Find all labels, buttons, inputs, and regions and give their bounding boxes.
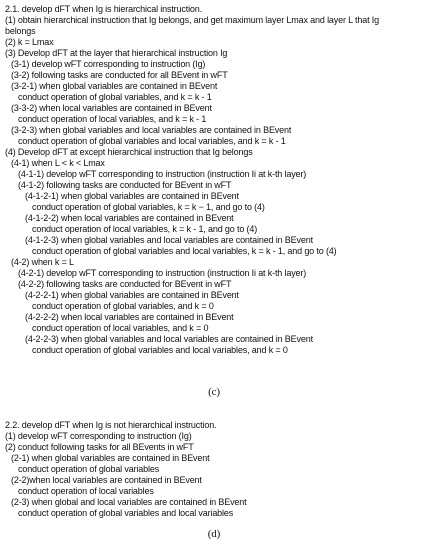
text-line: (2-1) when global variables are contained in BEvent bbox=[11, 453, 210, 463]
text-line: (4) Develop dFT at except hierarchical instruction that Ig belongs bbox=[5, 147, 253, 157]
text-line: (4-2) when k = L bbox=[11, 257, 74, 267]
text-line: conduct operation of local variables, and k = 0 bbox=[32, 323, 209, 333]
text-line: conduct operation of global variables bbox=[18, 464, 160, 474]
text-line: (3) Develop dFT at the layer that hierarchical instruction Ig bbox=[5, 48, 228, 58]
text-line: (4-1-1) develop wFT corresponding to instruction (instruction Ii at k-th layer) bbox=[18, 169, 307, 179]
text-line: conduct operation of global variables, and k = 0 bbox=[32, 301, 214, 311]
text-line: conduct operation of local variables bbox=[18, 486, 154, 496]
text-line: (4-1-2-2) when local variables are contained in BEvent bbox=[25, 213, 234, 223]
text-line: (4-2-2) following tasks are conducted for BEvent in wFT bbox=[18, 279, 232, 289]
text-line: conduct operation of global variables and local variables bbox=[18, 508, 234, 518]
text-line: belongs bbox=[5, 26, 36, 36]
text-line: conduct operation of global variables, and k = k - 1 bbox=[18, 92, 212, 102]
text-line: (3-2) following tasks are conducted for all BEvent in wFT bbox=[11, 70, 228, 80]
text-line: (2) conduct following tasks for all BEvents in wFT bbox=[5, 442, 194, 452]
text-line: (1) develop wFT corresponding to instruction (Ig) bbox=[5, 431, 192, 441]
text-line: (2-3) when global and local variables are contained in BEvent bbox=[11, 497, 247, 507]
text-line: conduct operation of local variables, k = k - 1, and go to (4) bbox=[32, 224, 258, 234]
text-line: (3-2-1) when global variables are contained in BEvent bbox=[11, 81, 218, 91]
figure-caption-d: (d) bbox=[207, 528, 221, 540]
text-line: (4-1) when L < k < Lmax bbox=[11, 158, 105, 168]
text-line: (3-1) develop wFT corresponding to instruction (Ig) bbox=[11, 59, 206, 69]
text-line: (2-2)when local variables are contained in BEvent bbox=[11, 475, 202, 485]
text-line: conduct operation of global variables, k = k − 1, and go to (4) bbox=[32, 202, 265, 212]
text-line: (4-2-2-2) when local variables are contained in BEvent bbox=[25, 312, 234, 322]
text-line: conduct operation of global variables and local variables, and k = k - 1 bbox=[18, 136, 286, 146]
text-line: (4-1-2-1) when global variables are contained in BEvent bbox=[25, 191, 239, 201]
text-line: (4-1-2-3) when global variables and local variables are contained in BEvent bbox=[25, 235, 313, 245]
text-line: (4-2-2-3) when global variables and local variables are contained in BEvent bbox=[25, 334, 313, 344]
text-line: (1) obtain hierarchical instruction that Ig belongs, and get maximum layer Lmax and layer L that Ig bbox=[5, 15, 380, 25]
text-line: 2.1. develop dFT when Ig is hierarchical instruction. bbox=[5, 4, 202, 14]
text-line: (3-2-3) when global variables and local variables are contained in BEvent bbox=[11, 125, 292, 135]
text-line: 2.2. develop dFT when Ig is not hierarchical instruction. bbox=[5, 420, 217, 430]
text-line: (2) k = Lmax bbox=[5, 37, 54, 47]
text-line: (3-3-2) when local variables are contained in BEvent bbox=[11, 103, 212, 113]
text-line: conduct operation of global variables and local variables, and k = 0 bbox=[32, 345, 288, 355]
text-line: (4-1-2) following tasks are conducted for BEvent in wFT bbox=[18, 180, 232, 190]
text-line: (4-2-2-1) when global variables are contained in BEvent bbox=[25, 290, 239, 300]
figure-caption-c: (c) bbox=[208, 386, 220, 398]
text-line: (4-2-1) develop wFT corresponding to instruction (instruction Ii at k-th layer) bbox=[18, 268, 307, 278]
text-line: conduct operation of global variables and local variables, k = k - 1, and go to (4) bbox=[32, 246, 337, 256]
text-line: conduct operation of local variables, and k = k - 1 bbox=[18, 114, 207, 124]
